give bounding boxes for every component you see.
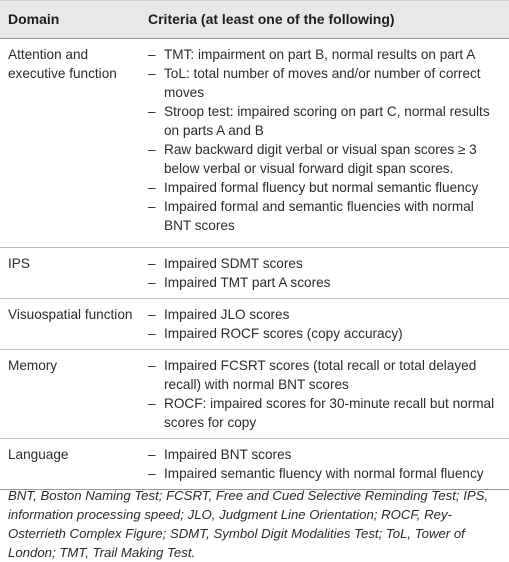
criteria-item: – Impaired FCSRT scores (total recall or total delayed recall) with normal BNT scores	[148, 358, 477, 392]
criteria-item: – ToL: total number of moves and/or number of correct moves	[148, 66, 481, 100]
table-row-visuospatial	[0, 299, 509, 350]
dash-marker: –	[148, 66, 156, 81]
domain-cell: Language	[8, 447, 69, 462]
table-header	[0, 0, 509, 39]
criteria-list	[148, 299, 498, 343]
dash-marker: –	[148, 275, 156, 290]
dash-marker: –	[148, 307, 156, 322]
dash-marker: –	[148, 47, 156, 62]
table-row-memory	[0, 350, 509, 439]
domain-cell: Memory	[8, 358, 58, 373]
table-row-ips	[0, 248, 509, 299]
domain-cell: IPS	[8, 256, 30, 271]
criteria-item: – Impaired semantic fluency with normal formal fluency	[148, 466, 484, 481]
criteria-item: – ROCF: impaired scores for 30-minute recall but normal scores for copy	[148, 396, 495, 430]
table-footnote: BNT, Boston Naming Test; FCSRT, Free and Cued Selective Reminding Test; IPS, information processing speed; JLO, Judgment Line Orientation; ROCF, Rey-Osterrieth Complex Figure; SDMT, Symbol Digit Modalities Test; ToL, Tower of London; TMT, Trail Making Test.	[8, 488, 489, 560]
domain-cell: Attention and executive function	[8, 47, 117, 81]
criteria-item: – Impaired BNT scores	[148, 447, 292, 462]
dash-marker: –	[148, 199, 156, 214]
criteria-list	[148, 350, 498, 432]
dash-marker: –	[148, 396, 156, 411]
criteria-item: – Impaired ROCF scores (copy accuracy)	[148, 326, 403, 341]
table-row-language	[0, 439, 509, 490]
dash-marker: –	[148, 326, 156, 341]
dash-marker: –	[148, 466, 156, 481]
criteria-item: – Impaired formal and semantic fluencies with normal BNT scores	[148, 199, 474, 233]
criteria-item: – Raw backward digit verbal or visual span scores ≥ 3 below verbal or visual forward digit span scores.	[148, 142, 477, 176]
criteria-item: – Impaired JLO scores	[148, 307, 290, 322]
dash-marker: –	[148, 447, 156, 462]
dash-marker: –	[148, 104, 156, 119]
criteria-item: – Impaired SDMT scores	[148, 256, 303, 271]
dash-marker: –	[148, 256, 156, 271]
table-row-attention	[0, 39, 509, 248]
dash-marker: –	[148, 180, 156, 195]
criteria-item: – Impaired TMT part A scores	[148, 275, 331, 290]
criteria-list	[148, 39, 498, 235]
dash-marker: –	[148, 358, 156, 373]
criteria-list	[148, 439, 498, 483]
header-criteria: Criteria (at least one of the following)	[148, 11, 395, 27]
criteria-list	[148, 248, 498, 292]
header-domain: Domain	[8, 11, 60, 27]
criteria-item: – Impaired formal fluency but normal semantic fluency	[148, 180, 479, 195]
criteria-item: – TMT: impairment on part B, normal results on part A	[148, 47, 476, 62]
criteria-item: – Stroop test: impaired scoring on part C, normal results on parts A and B	[148, 104, 490, 138]
dash-marker: –	[148, 142, 156, 157]
domain-cell: Visuospatial function	[8, 307, 133, 322]
